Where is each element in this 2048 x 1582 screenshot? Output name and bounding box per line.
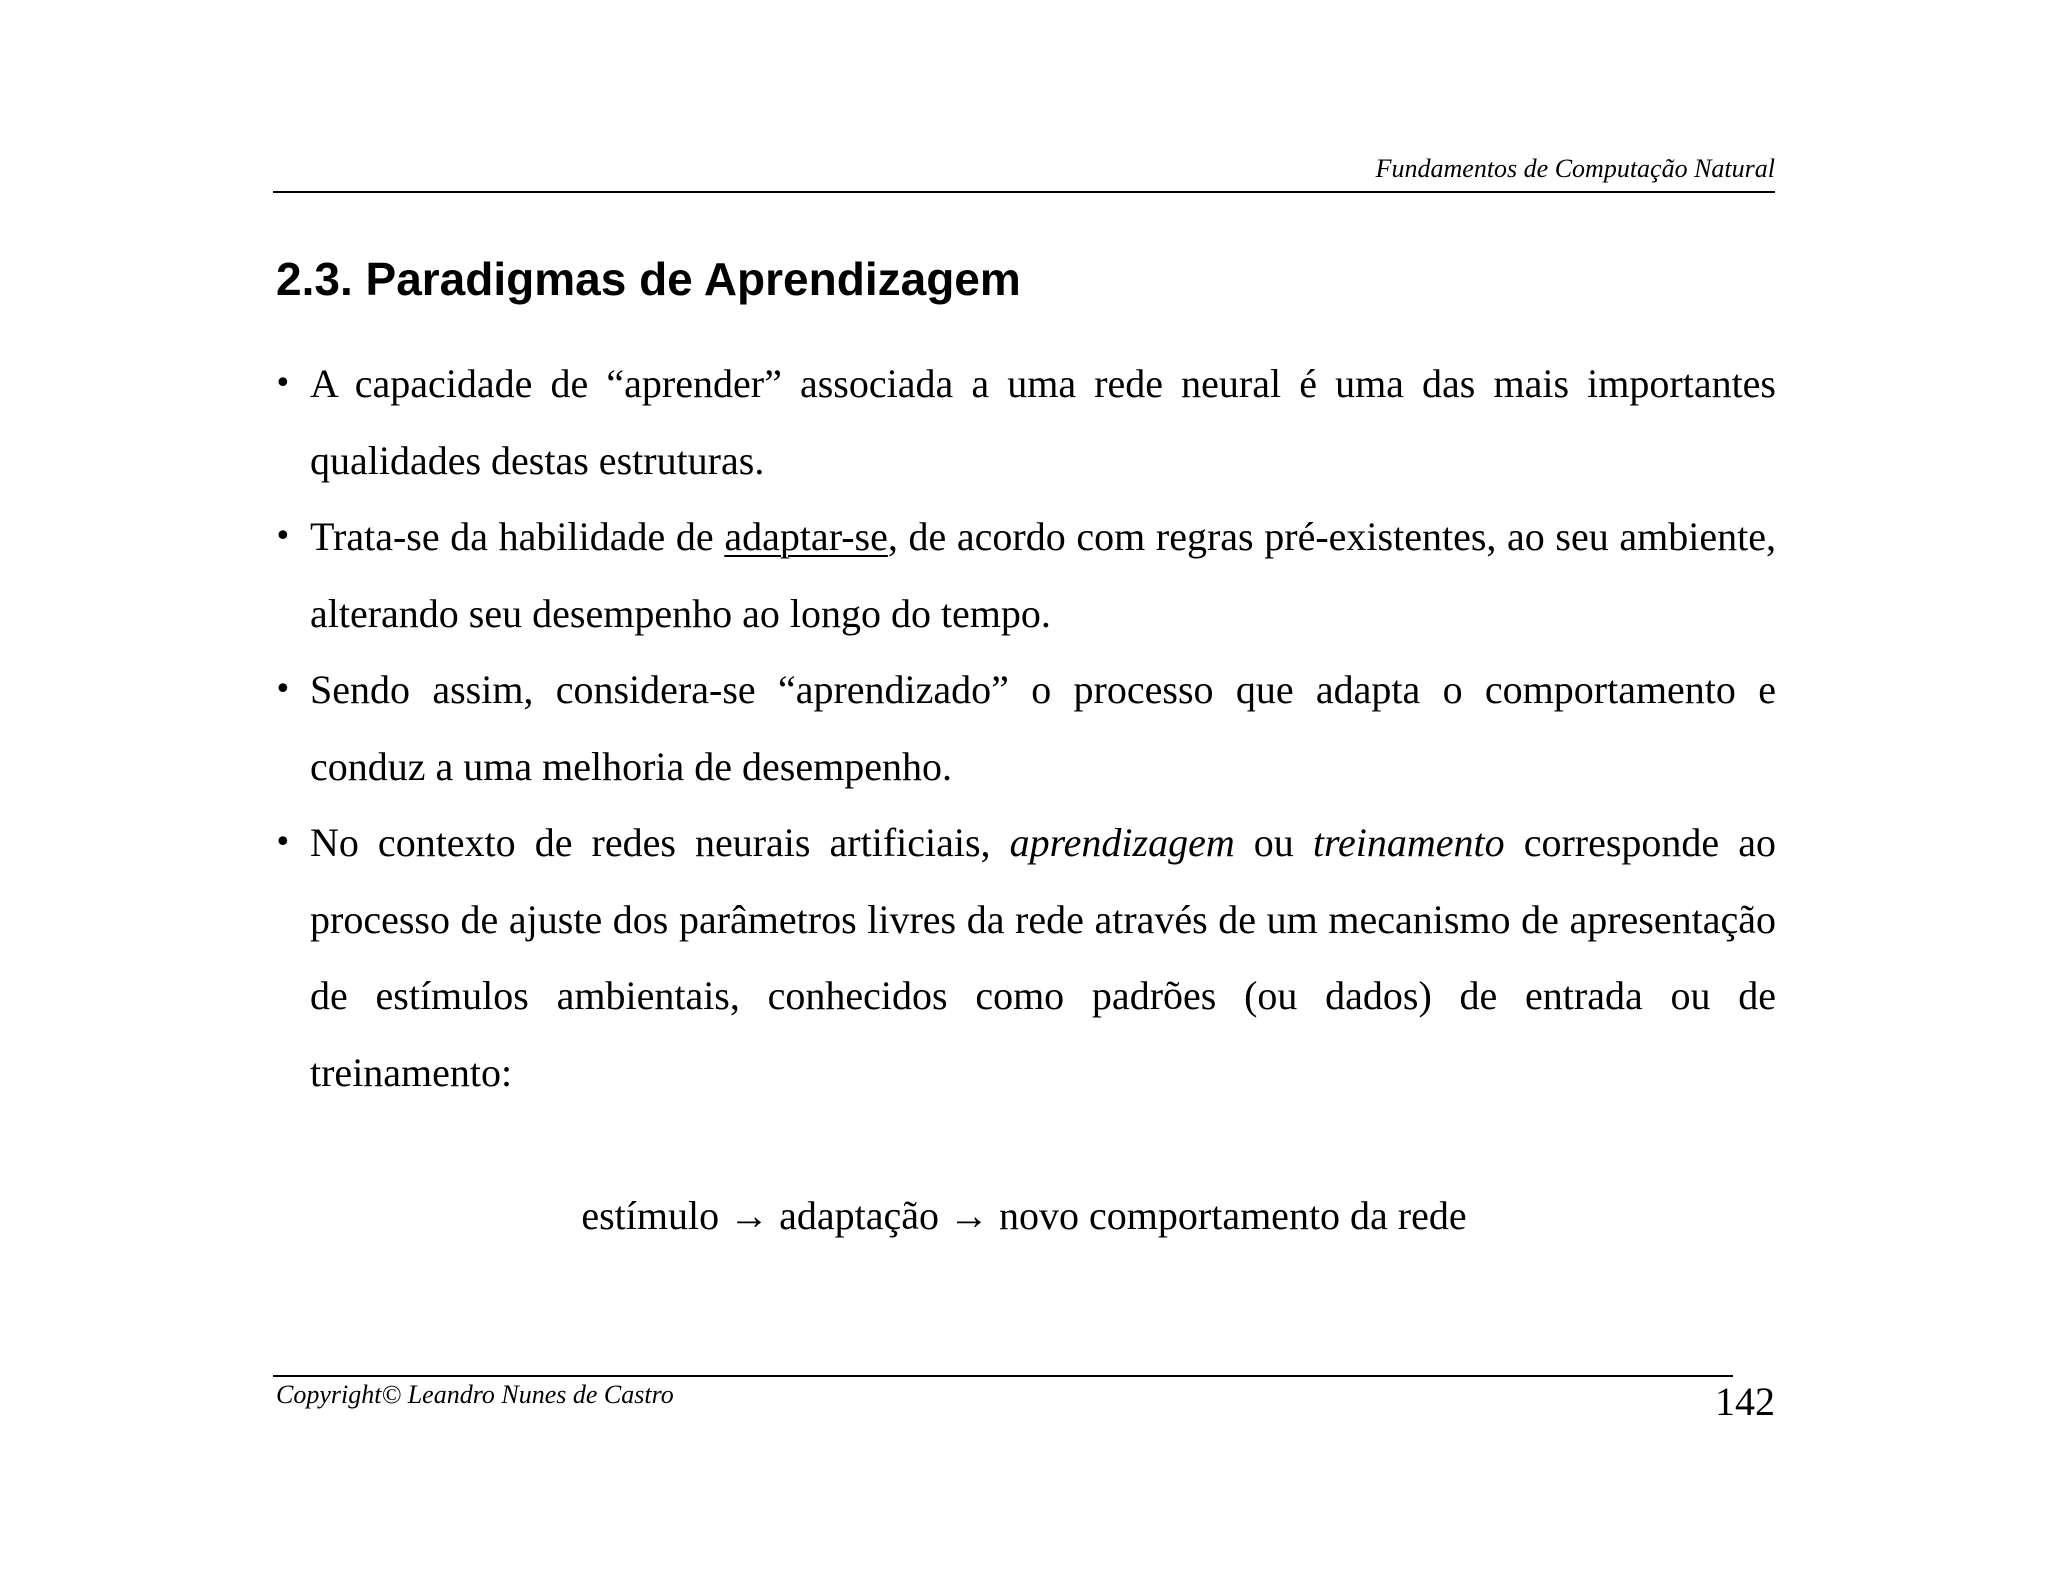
bullet-icon: •: [274, 825, 292, 860]
learning-process-formula: estímulo → adaptação → novo comportamento da rede: [581, 1193, 1467, 1238]
footer-divider: [273, 1375, 1733, 1377]
list-item: [274, 805, 1776, 1111]
list-item: [274, 346, 1776, 499]
bullet-list: [274, 346, 1776, 1111]
section-title: 2.3. Paradigmas de Aprendizagem: [276, 253, 1021, 305]
bullet-text: A capacidade de “aprender” associada a uma rede neural é uma das mais importantes qualidades destas estruturas.: [310, 361, 1776, 483]
bullet-text: Sendo assim, considera-se “aprendizado” o processo que adapta o comportamento e conduz a uma melhoria de desempenho.: [310, 667, 1776, 789]
bullet-icon: •: [274, 519, 292, 554]
bullet-text-end: corresponde ao processo de ajuste dos parâmetros livres da rede através de um mecanismo de apresentação de estímulos ambientais, conhecidos como padrões (ou dados) de entrada ou de treinamento:: [310, 820, 1776, 1095]
header-divider: [273, 191, 1775, 193]
underlined-term: adaptar-se: [724, 514, 888, 559]
copyright-footer: Copyright© Leandro Nunes de Castro: [276, 1380, 674, 1409]
bullet-text-end: , de acordo com regras pré-existentes, ao seu ambiente, alterando seu desempenho ao longo do tempo.: [310, 514, 1777, 636]
italic-term-treinamento: treinamento: [1312, 820, 1505, 865]
italic-term-aprendizagem: aprendizagem: [1009, 820, 1235, 865]
bullet-icon: •: [274, 366, 292, 401]
bullet-text-start: No contexto de redes neurais artificiais,: [310, 820, 1010, 865]
bullet-icon: •: [274, 672, 292, 707]
list-item: [274, 499, 1776, 652]
bullet-text-start: Trata-se da habilidade de: [310, 514, 725, 559]
list-item: [274, 652, 1776, 805]
page-number: 142: [1715, 1379, 1775, 1424]
bullet-text-middle: ou: [1234, 820, 1313, 865]
running-header: Fundamentos de Computação Natural: [1375, 154, 1775, 183]
